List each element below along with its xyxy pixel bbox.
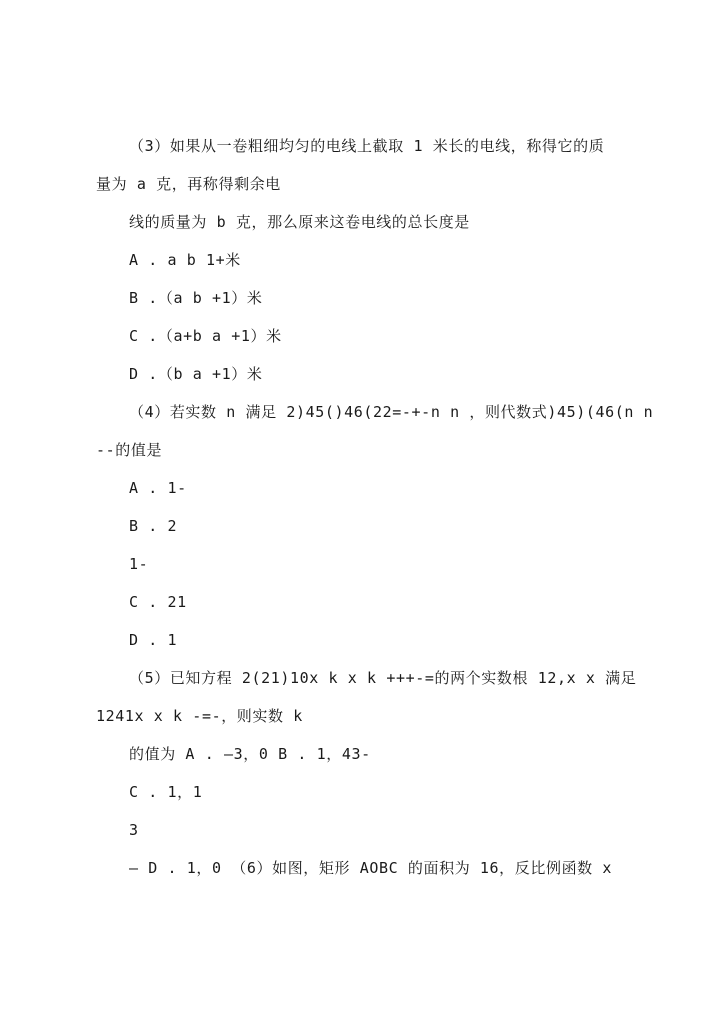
question-5-option-c-fragment: 3 xyxy=(129,821,139,839)
question-4-option-b: B . 2 xyxy=(129,517,178,535)
question-4-option-c: C . 21 xyxy=(129,593,187,611)
question-3-stem-line-2: 量为 a 克，再称得剩余电 xyxy=(96,175,281,193)
question-5-option-c: C . 1，1 xyxy=(129,783,203,801)
question-5-stem-line-2: 1241x x k -=-，则实数 k xyxy=(96,707,303,725)
question-3-option-c: C .（a+b a +1）米 xyxy=(129,327,282,345)
question-4-stem-line-2: --的值是 xyxy=(96,441,163,459)
question-3-option-d: D .（b a +1）米 xyxy=(129,365,263,383)
question-3-option-b: B .（a b +1）米 xyxy=(129,289,263,307)
question-5-stem-line-1: （5）已知方程 2(21)10x k x k +++-=的两个实数根 12,x x 满足 xyxy=(129,669,637,687)
question-4-option-a: A . 1- xyxy=(129,479,187,497)
question-4-option-b-fragment: 1- xyxy=(129,555,149,573)
question-4-stem-line-1: （4）若实数 n 满足 2)45()46(22=-+-n n ，则代数式)45)(46(n n xyxy=(129,403,654,421)
question-5-option-d-and-question-6: – D . 1，0 （6）如图，矩形 AOBC 的面积为 16，反比例函数 x xyxy=(129,859,613,877)
question-5-option-a-b: 的值为 A . —3，0 B . 1，43- xyxy=(129,745,371,763)
question-3-stem-line-3: 线的质量为 b 克，那么原来这卷电线的总长度是 xyxy=(129,213,470,231)
question-3-option-a: A . a b 1+米 xyxy=(129,251,241,269)
question-4-option-d: D . 1 xyxy=(129,631,178,649)
question-3-stem-line-1: （3）如果从一卷粗细均匀的电线上截取 1 米长的电线，称得它的质 xyxy=(129,137,605,155)
